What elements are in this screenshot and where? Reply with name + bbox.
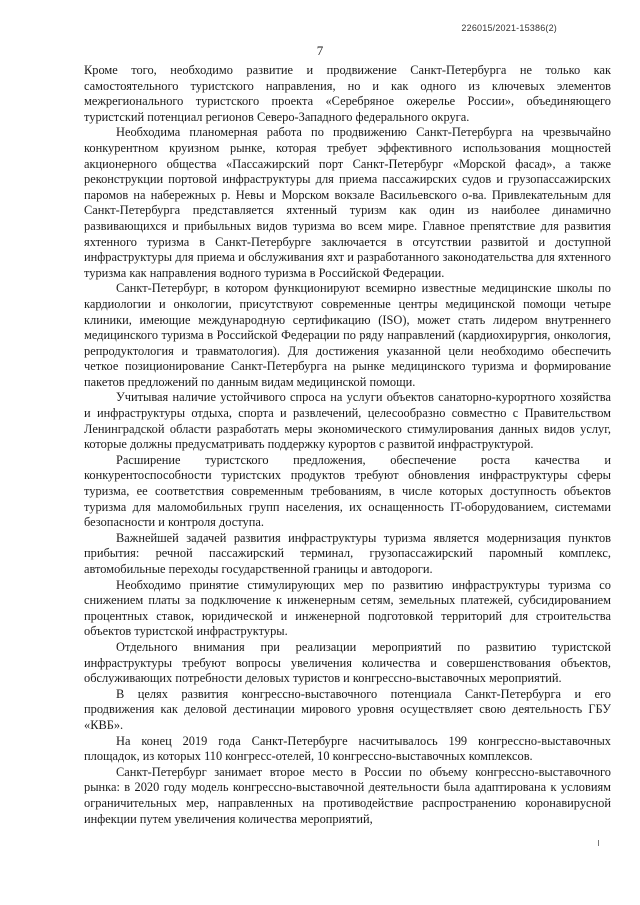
paragraph: Важнейшей задачей развития инфраструктуры туризма является модернизация пунктов прибытия: речной пассажирский терминал, грузопассажирский паромный комплекс, автомобильные переходы государственной границы и автодороги. <box>84 530 611 576</box>
document-id: 226015/2021-15386(2) <box>461 23 557 33</box>
paragraph: Санкт-Петербург, в котором функционируют всемирно известные медицинские школы по кардиологии и онкологии, присутствуют современные центры медицинской помощи четыре клиники, имеющие международную сертификацию (ISO), может стать лидером внутреннего медицинского туризма в Российской Федерации по ряду направлений (кардиохирургия, онкология, репродуктология и травматология). Для достижения указанной цели необходимо обеспечить четкое позиционирование Санкт-Петербурга на рынке медицинского туризма и формирование пакетов предложений по данным видам медицинской помощи. <box>84 281 611 389</box>
paragraph: Необходима планомерная работа по продвижению Санкт-Петербурга на чрезвычайно конкурентном круизном рынке, которая требует эффективного использования мощностей акционерного общества «Пассажирский порт Санкт-Петербург «Морской фасад», а также реконструкции портовой инфраструктуры для приема пассажирских судов и грузопассажирских паромов на набережных р. Невы и Морском вокзале Васильевского о-ва. Привлекательным для Санкт-Петербурга представляется яхтенный туризм как один из наиболее динамично развивающихся и прибыльных видов туризма во всем мире. Главное препятствие для развития яхтенного туризма в Санкт-Петербурге заключается в отсутствии развитой и доступной инфраструктуры для приема и обслуживания яхт и разработанного законодательства для яхтенного туризма как направления водного туризма в Российской Федерации. <box>84 125 611 280</box>
paragraph: Учитывая наличие устойчивого спроса на услуги объектов санаторно-курортного хозяйства и инфраструктуры отдыха, спорта и развлечений, целесообразно совместно с Правительством Ленинградской области разработать меры экономического стимулирования данных видов услуг, которые должны предусматривать поддержку курортов с развитой инфраструктурой. <box>84 390 611 452</box>
paragraph: На конец 2019 года Санкт-Петербурге насчитывалось 199 конгрессно-выставочных площадок, из которых 110 конгресс-отелей, 10 конгрессно-выставочных комплексов. <box>84 733 611 764</box>
page-number: 7 <box>316 43 324 58</box>
body-text <box>84 63 611 827</box>
paragraph: Санкт-Петербург занимает второе место в России по объему конгрессно-выставочного рынка: в 2020 году модель конгрессно-выставочной деятельности была адаптирована к условиям ограничительных мер, направленных на противодействие распространению коронавирусной инфекции путем увеличения количества мероприятий, <box>84 764 611 826</box>
paragraph: В целях развития конгрессно-выставочного потенциала Санкт-Петербурга и его продвижения как деловой дестинации мирового уровня осуществляет свою деятельность ГБУ «КВБ». <box>84 686 611 732</box>
paragraph: Отдельного внимания при реализации мероприятий по развитию туристской инфраструктуры требуют вопросы увеличения количества и совершенствования объектов, обслуживающих потребности деловых туристов и конгрессно-выставочных мероприятий. <box>84 639 611 686</box>
paragraph: Кроме того, необходимо развитие и продвижение Санкт-Петербурга не только как самостоятельного туристского направления, но и как одного из ключевых элементов межрегионального туристского проекта «Серебряное ожерелье России», объединяющего туристский потенциал регионов Северо-Западного федерального округа. <box>84 63 611 124</box>
paragraph: Расширение туристского предложения, обеспечение роста качества и конкурентоспособности туристских продуктов требуют обновления инфраструктуры сферы туризма, ее соответствия современным требованиям, в числе которых доступность объектов туризма для маломобильных групп населения, их оснащенность IT-оборудованием, системами безопасности и контроля доступа. <box>84 452 611 530</box>
paragraph: Необходимо принятие стимулирующих мер по развитию инфраструктуры туризма со снижением платы за подключение к инженерным сетям, земельных платежей, субсидированием процентных ставок, юридической и инженерной подготовкой территорий для строительства объектов туристской инфраструктуры. <box>84 577 611 639</box>
scan-mark <box>598 840 603 846</box>
